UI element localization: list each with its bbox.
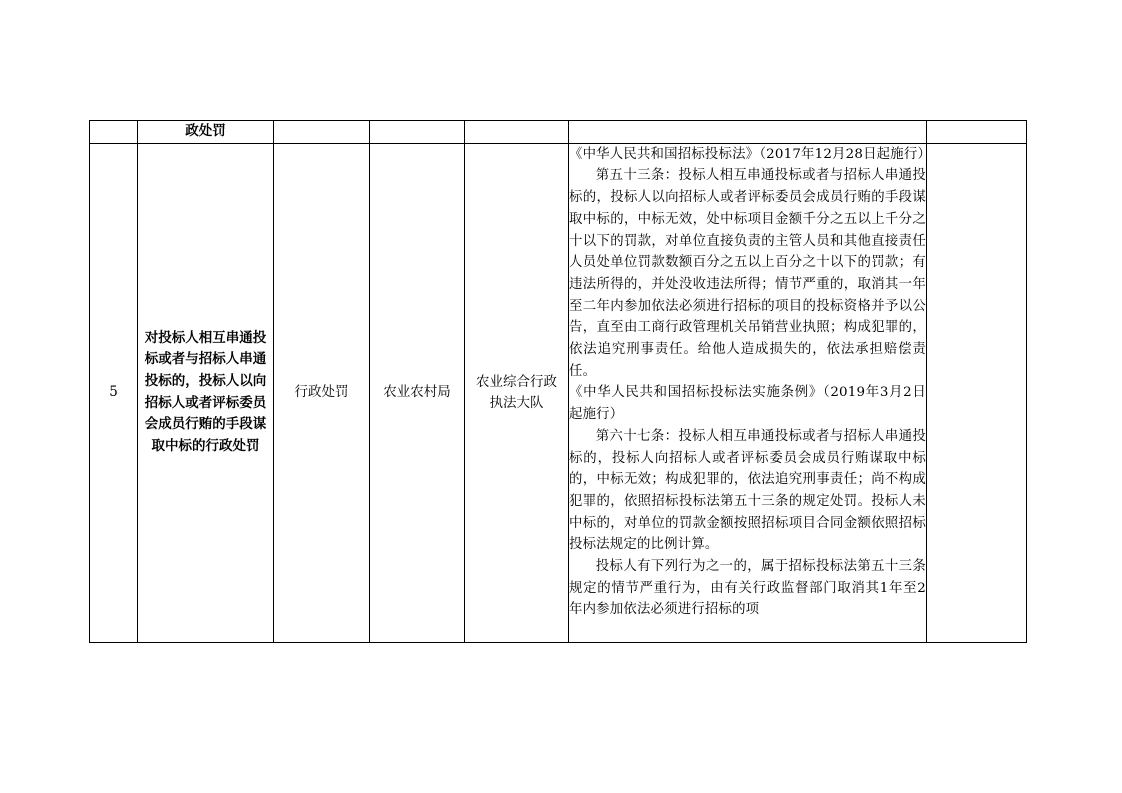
law-article-67: 第六十七条：投标人相互串通投标或者与招标人串通投标的，投标人向招标人或者评标委员会成员行贿谋取中标的，中标无效；构成犯罪的，依法追究刑事责任；尚不构成犯罪的，依照招标投标法第五十三条的规定处罚。投标人未中标的，对单位的罚款金额按照招标项目合同金额依照招标投标法规定的比例计算。 (569, 428, 926, 553)
penalty-table (89, 120, 1027, 643)
executor: 农业综合行政执法大队 (465, 143, 569, 642)
remark-cell (927, 121, 1027, 144)
law-article-53: 第五十三条：投标人相互串通投标或者与招标人串通投标的，投标人以向招标人或者评标委员会成员行贿的手段谋取中标的，中标无效，处中标项目金额千分之五以上千分之十以下的罚款，对单位直接负责的主管人员和其他直接责任人员处单位罚款数额百分之五以上百分之十以下的罚款；有违法所得的，并处没收违法所得；情节严重的，取消其一年至二年内参加依法必须进行招标的项目的投标资格并予以公告，直至由工商行政管理机关吊销营业执照；构成犯罪的，依法追究刑事责任。给他人造成损失的，依法承担赔偿责任。 (569, 168, 926, 379)
item-name: 对投标人相互串通投标或者与招标人串通投标的，投标人以向招标人或者评标委员会成员行贿的手段谋取中标的行政处罚 (138, 143, 274, 642)
basis-cell (569, 121, 927, 144)
item-name-cell-continued: 政处罚 (138, 121, 274, 144)
department-cell (370, 121, 465, 144)
type-cell (274, 121, 370, 144)
penalty-type: 行政处罚 (274, 143, 370, 642)
legal-basis (569, 143, 932, 642)
item-number: 5 (90, 143, 138, 642)
table-row-continued (90, 121, 1027, 144)
executor-cell (465, 121, 569, 144)
law-serious-circumstances: 投标人有下列行为之一的，属于招标投标法第五十三条规定的情节严重行为，由有关行政监督部门取消其1年至2年内参加依法必须进行招标的项 (569, 559, 926, 618)
remark (927, 143, 1027, 642)
department: 农业农村局 (370, 143, 465, 642)
number-cell (90, 121, 138, 144)
law-title-2: 《中华人民共和国招标投标法实施条例》（2019年3月2日起施行） (569, 385, 926, 423)
table-row (90, 143, 1027, 642)
law-title-1: 《中华人民共和国招标投标法》（2017年12月28日起施行） (569, 146, 932, 162)
